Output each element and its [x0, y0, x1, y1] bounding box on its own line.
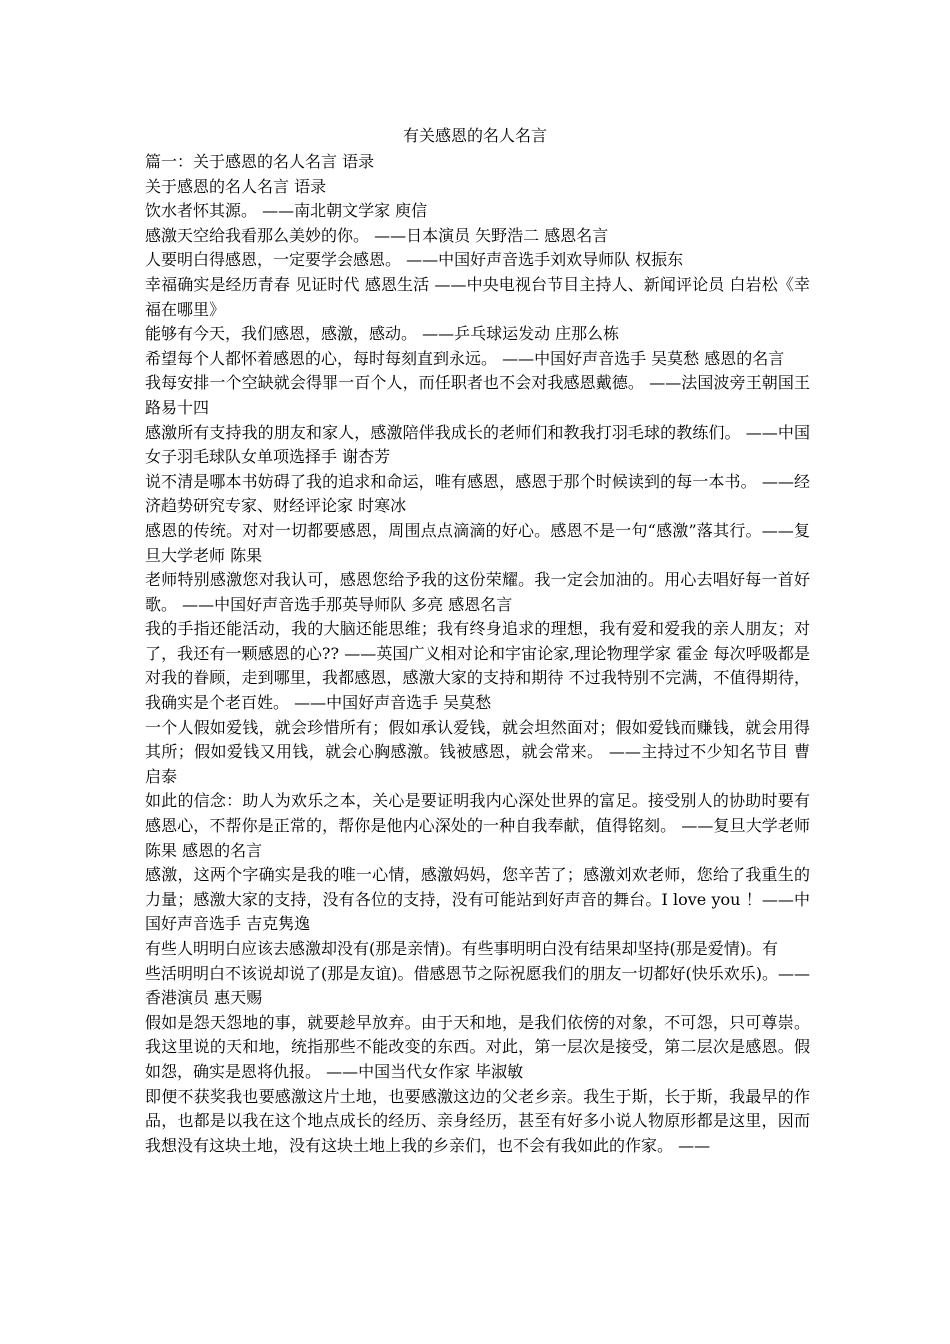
paragraph: 感激所有支持我的朋友和家人，感激陪伴我成长的老师们和教我打羽毛球的教练们。 ——中国女子羽毛球队女单项选择手 谢杏芳 — [145, 422, 810, 467]
paragraph: 感恩的传统。对对一切都要感恩，周围点点滴滴的好心。感恩不是一句“感激”落其行。——复旦大学老师 陈果 — [145, 520, 810, 565]
paragraph: 饮水者怀其源。 ——南北朝文学家 庾信 — [145, 201, 428, 221]
paragraph: 说不清是哪本书妨碍了我的追求和命运，唯有感恩，感恩于那个时候读到的每一本书。 ——经济趋势研究专家、财经评论家 时寒冰 — [145, 471, 810, 516]
document-body — [145, 150, 810, 1158]
paragraph: 希望每个人都怀着感恩的心，每时每刻直到永远。 ——中国好声音选手 吴莫愁 感恩的名言 — [145, 348, 785, 368]
paragraph: 关于感恩的名人名言 语录 — [145, 176, 327, 196]
paragraph: 幸福确实是经历青春 见证时代 感恩生活 ——中央电视台节目主持人、新闻评论员 白岩松《幸福在哪里》 — [145, 274, 810, 319]
paragraph: 人要明白得感恩，一定要学会感恩。 ——中国好声音选手刘欢导师队 权振东 — [145, 250, 684, 270]
paragraph: 老师特别感激您对我认可，感恩您给予我的这份荣耀。我一定会加油的。用心去唱好每一首好歌。 ——中国好声音选手那英导师队 多亮 感恩名言 — [145, 570, 810, 614]
paragraph: 一个人假如爱钱，就会珍惜所有；假如承认爱钱，就会坦然面对；假如爱钱而赚钱，就会用得其所；假如爱钱又用钱，就会心胸感激。钱被感恩，就会常来。 ——主持过不少知名节目 曹启泰 — [145, 717, 810, 786]
paragraph: 假如是怨天怨地的事，就要趁早放弃。由于天和地，是我们依傍的对象，不可怨，只可尊崇。我这里说的天和地，统指那些不能改变的东西。对此，第一层次是接受，第二层次是感恩。假如怨，确实是恩将仇报。 ——中国当代女作家 毕淑敏 — [145, 1012, 810, 1081]
paragraph: 感激，这两个字确实是我的唯一心情，感激妈妈，您辛苦了；感激刘欢老师，您给了我重生的力量；感激大家的支持，没有各位的支持，没有可能站到好声音的舞台。I love you ！——中国好声音选手 吉克隽逸 — [145, 865, 810, 934]
paragraph: 感激天空给我看那么美妙的你。 ——日本演员 矢野浩二 感恩名言 — [145, 225, 609, 245]
paragraph: 些活明明白不该说却说了(那是友谊)。借感恩节之际祝愿我们的朋友一切都好(快乐欢乐)。——香港演员 惠天赐 — [145, 963, 810, 1008]
paragraph: 篇一：关于感恩的名人名言 语录 — [145, 152, 375, 171]
paragraph: 我的手指还能活动，我的大脑还能思维；我有终身追求的理想，我有爱和爱我的亲人朋友；对了，我还有一颗感恩的心?? ——英国广义相对论和宇宙论家,理论物理学家 霍金 每次呼吸都是对我的眷顾，走到哪里，我都感恩，感激大家的支持和期待 不过我特别不完满，不值得期待，我确实是个老百姓。 ——中国好声音选手 吴莫愁 — [145, 619, 810, 713]
paragraph: 我每安排一个空缺就会得罪一百个人，而任职者也不会对我感恩戴德。 ——法国波旁王朝国王 路易十四 — [145, 373, 810, 417]
paragraph: 有些人明明白应该去感激却没有(那是亲情)。有些事明明白没有结果却坚持(那是爱情)。有 — [145, 939, 778, 958]
paragraph: 能够有今天，我们感恩，感激，感动。 ——乒乓球运发动 庄那么栋 — [145, 324, 620, 344]
paragraph: 如此的信念：助人为欢乐之本，关心是要证明我内心深处世界的富足。接受别人的协助时要有感恩心，不帮你是正常的，帮你是他内心深处的一种自我奉献，值得铭刻。 ——复旦大学老师 陈果 感恩的名言 — [145, 791, 810, 860]
document-title: 有关感恩的名人名言 — [402, 126, 547, 145]
paragraph: 即便不获奖我也要感激这片土地，也要感激这边的父老乡亲。我生于斯，长于斯，我最早的作品，也都是以我在这个地点成长的经历、亲身经历，甚至有好多小说人物原形都是这里，因而我想没有这块土地，没有这块土地上我的乡亲们，也不会有我如此的作家。 —— — [145, 1086, 810, 1155]
